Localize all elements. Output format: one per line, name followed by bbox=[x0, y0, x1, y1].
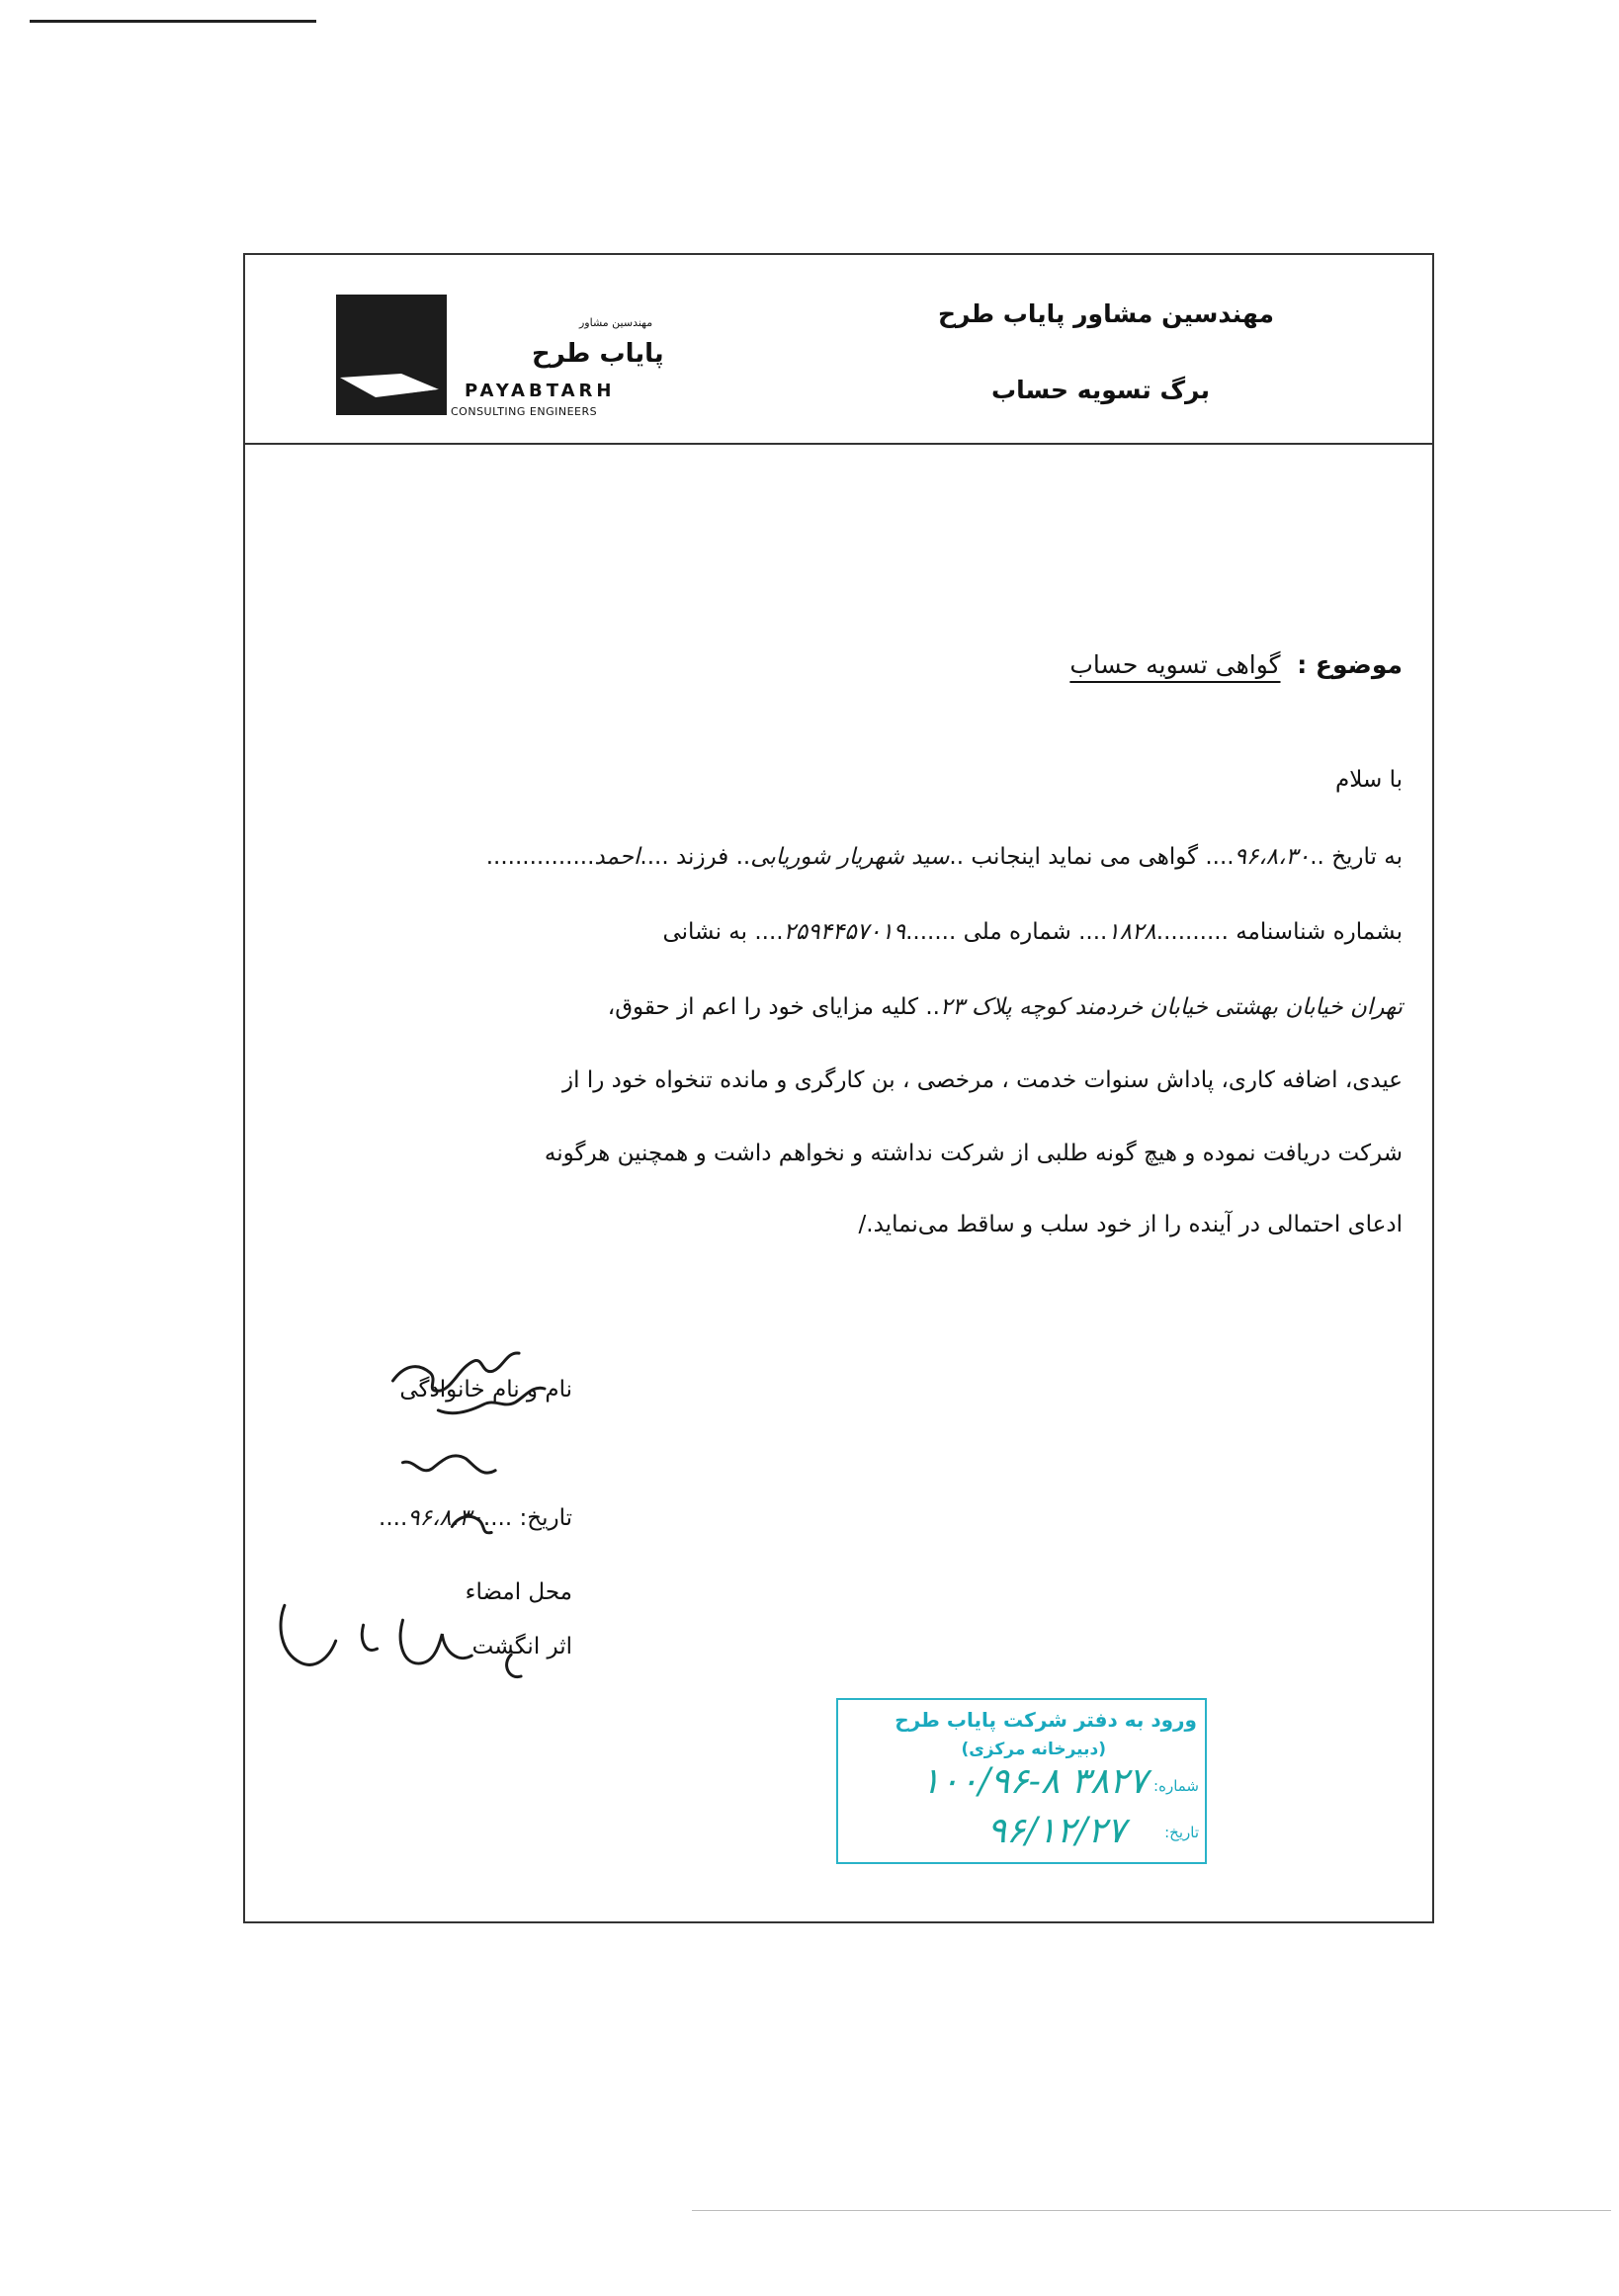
text-segment: بشماره شناسنامه bbox=[1236, 919, 1403, 945]
body-line-6: ادعای احتمالی در آینده را از خود سلب و ساقط می‌نماید./ bbox=[858, 1212, 1403, 1237]
stamp-number-label: شماره: bbox=[1153, 1777, 1199, 1795]
handwritten-name: سید شهریار شوریابی bbox=[750, 844, 950, 870]
handwritten-id-number: ۱۸۲۸ bbox=[1107, 919, 1156, 945]
logo-text-small: مهندسین مشاور bbox=[579, 316, 653, 329]
stamp-date-label: تاریخ: bbox=[1164, 1824, 1199, 1841]
logo-text-fa: پایاب طرح bbox=[532, 339, 664, 369]
name-field-label: نام و نام خانوادگی bbox=[399, 1377, 572, 1403]
body-line-1: به تاریخ ..۹۶،۸،۳۰.... گواهی می نماید اینجانب ..سید شهریار شوریابی.. فرزند ....احمد............... bbox=[485, 844, 1403, 870]
subject-line bbox=[1069, 650, 1403, 679]
body-line-5: شرکت دریافت نموده و هیچ گونه طلبی از شرکت نداشته و نخواهم داشت و همچنین هرگونه bbox=[544, 1141, 1403, 1166]
scan-edge-line-bottom bbox=[692, 2210, 1611, 2211]
logo-text-en-sub: CONSULTING ENGINEERS bbox=[451, 405, 598, 418]
subject-value: گواهی تسویه حساب bbox=[1069, 650, 1281, 679]
body-line-4: عیدی، اضافه کاری، پاداش سنوات خدمت ، مرخصی ، بن کارگری و مانده تنخواه خود را از bbox=[562, 1067, 1403, 1093]
form-title: برگ تسویه حساب bbox=[991, 376, 1210, 404]
body-line-3: تهران خیابان بهشتی خیابان خردمند کوچه پلاک ۲۳.. کلیه مزایای خود را اعم از حقوق، bbox=[607, 994, 1403, 1020]
stamp-title: ورود به دفتر شرکت پایاب طرح bbox=[895, 1708, 1197, 1732]
scan-edge-line-top bbox=[30, 20, 316, 23]
company-logo-icon bbox=[336, 295, 447, 415]
greeting: با سلام bbox=[1335, 767, 1403, 793]
subject-label: موضوع : bbox=[1297, 650, 1403, 679]
stamp-number-value: ۱۰۰/۹۶-۸ ۳۸۲۷ bbox=[920, 1761, 1148, 1802]
date-field-label: تاریخ: ....۹۶،۸،۳۰.... bbox=[379, 1505, 572, 1531]
stamp-subtitle: (دبیرخانه مرکزی) bbox=[961, 1740, 1106, 1759]
text-segment: کلیه مزایای خود را اعم از حقوق، bbox=[607, 994, 919, 1020]
text-segment: به نشانی bbox=[662, 919, 748, 945]
text-segment: فرزند bbox=[675, 844, 729, 870]
text-segment: گواهی می نماید اینجانب bbox=[971, 844, 1199, 870]
signature-field-label: محل امضاء bbox=[465, 1579, 572, 1605]
handwritten-father-name: احمد bbox=[594, 844, 640, 870]
handwritten-date: ۹۶،۸،۳۰ bbox=[1234, 844, 1311, 870]
company-name: مهندسین مشاور پایاب طرح bbox=[937, 299, 1274, 328]
document-frame bbox=[243, 253, 1434, 1923]
letterhead bbox=[245, 255, 1432, 445]
logo-text-en: PAYABTARH bbox=[465, 381, 616, 401]
text-segment: به تاریخ bbox=[1331, 844, 1403, 870]
body-line-2: بشماره شناسنامه ..........۱۸۲۸.... شماره ملی .......۲۵۹۴۴۵۷۰۱۹.... به نشانی bbox=[662, 919, 1403, 945]
registration-stamp bbox=[836, 1698, 1207, 1864]
handwritten-sign-date: ۹۶،۸،۳۰ bbox=[407, 1505, 483, 1531]
handwritten-national-id: ۲۵۹۴۴۵۷۰۱۹ bbox=[783, 919, 906, 945]
text-segment: شماره ملی bbox=[963, 919, 1071, 945]
date-label-text: تاریخ: bbox=[519, 1505, 572, 1531]
stamp-date-value: ۹۶/۱۲/۲۷ bbox=[986, 1811, 1126, 1851]
handwritten-address: تهران خیابان بهشتی خیابان خردمند کوچه پلاک ۲۳ bbox=[939, 994, 1403, 1020]
fingerprint-field-label: اثر انگشت bbox=[471, 1634, 572, 1659]
